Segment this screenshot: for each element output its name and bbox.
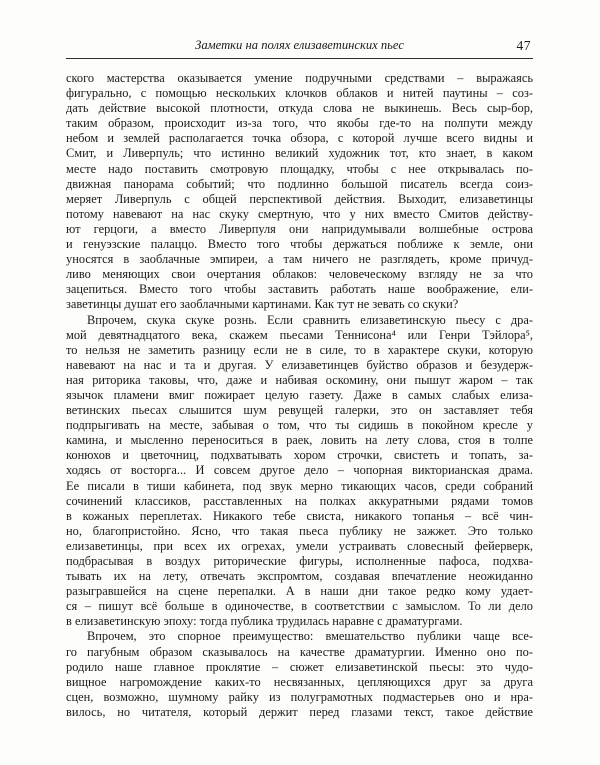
text-line: фигурально, с помощью нескольких клочков облаков и нитей паутины – соз- [66, 86, 533, 101]
text-line: дать действие высокой плотности, откуда слова не выкинешь. Весь сыр-бор, [66, 101, 533, 116]
page-number: 47 [516, 38, 531, 53]
text-line: подбрасывая в воздух риторические фигуры, исполненные пафоса, подхва- [66, 554, 533, 568]
text-line: разыгравшейся на сцене перепалки. А в наши дни такое редко кому удает- [66, 584, 533, 599]
page-content [66, 38, 533, 720]
paragraph [66, 629, 533, 720]
text-line: камина, и мысленно переноситься в раек, ловить на лету слова, стоя в толпе [66, 433, 533, 448]
running-header [66, 38, 533, 59]
text-line: в кожаных переплетах. Никакого тебе свиста, никакого топанья – всё чин- [66, 508, 533, 523]
text-line: сочинений классиков, расставленных на полках аккуратными рядами томов [66, 493, 533, 508]
paragraph [66, 313, 533, 630]
text-line: но, благопристойно. Ясно, что такая пьеса публику не зажжет. Это только [66, 523, 533, 538]
running-header-title: Заметки на полях елизаветинских пьес [195, 38, 404, 52]
paragraph [66, 71, 533, 313]
text-line: ся – пишут всё больше в одиночестве, в соответствии с замыслом. То ли дело [66, 599, 533, 614]
text-line: месте надо поставить смотровую площадку, чтобы с нее открывалась по- [66, 161, 533, 176]
text-line: в елизаветинскую эпоху: тогда публика трудилась наравне с драматургами. [66, 614, 463, 629]
text-line: елизаветинцы, при всех их огрехах, умели устраивать словесный фейерверк, [66, 538, 533, 553]
text-line: Ее писали в тиши кабинета, под звук мерно тикающих часов, среди собраний [66, 478, 533, 493]
text-line: таким образом, происходит из-за того, что якобы где-то на полпути между [66, 116, 533, 131]
text-line: небом и землей располагается точка обзора, с которой лучше всего видны и [66, 131, 533, 146]
text-line: и генуэзские палаццо. Вместо того чтобы держаться поближе к земле, они [66, 237, 533, 252]
text-line: зацепиться. Вместо того чтобы заставить работать наше воображение, ели- [66, 282, 533, 297]
text-line: потому навевают на нас скуку смертную, что у них вместо Смитов действу- [66, 206, 533, 221]
text-line: сцен, возможно, шумному райку из полуграмотных подмастерьев оно и нра- [66, 689, 533, 704]
text-line: Смит, и Ливерпуль; что истинно великий художник тот, кто знает, в каком [66, 146, 533, 161]
text-line: ского мастерства оказывается умение подручными средствами – выражаясь [66, 71, 533, 85]
text-line: ют герцоги, а вместо Ливерпуля они напридумывали волшебные острова [66, 221, 533, 236]
text-line: движная панорама событий; что подлинно большой писатель всегда соиз- [66, 176, 533, 191]
text-line: Впрочем, скука скуке рознь. Если сравнить елизаветинскую пьесу с дра- [87, 312, 533, 327]
text-line: меряет Ливерпуль с общей перспективой действия. Выходит, елизаветинцы [66, 191, 533, 206]
text-line: заветинцы душат его заоблачными картинами. Как тут не зевать со скуки? [66, 297, 459, 312]
body-text [66, 71, 533, 720]
text-line: конюхов и цветочниц, подхватывать хором строчки, свистеть и топать, за- [66, 448, 533, 463]
text-line: язычок пламени вмиг пожирает целую газету. Даже в самых слабых елиза- [66, 387, 533, 402]
text-line: мой девятнадцатого века, скажем пьесами Теннисона⁴ или Генри Тэйлора⁵, [66, 327, 533, 342]
text-line: ная риторика таковы, что, даже и набивая оскомину, они пышут жаром – так [66, 372, 533, 387]
text-line: родило наше главное проклятие – сюжет елизаветинской пьесы: это чудо- [66, 659, 533, 674]
text-line: то нельзя не заметить разницу если не в силе, то в характере скуки, которую [66, 342, 533, 357]
text-line: го пагубным образом сказывалось на качестве драматургии. Именно оно по- [66, 644, 533, 659]
text-line: навевают на нас и та и другая. У елизаветинцев буйство образов и безудерж- [66, 357, 533, 372]
text-line: вилось, но читателя, который держит перед глазами текст, такое действие [66, 704, 533, 719]
text-line: подпрыгивать на месте, забывая о том, что ты сидишь в покойном кресле у [66, 418, 533, 433]
text-line: вищное нагромождение каких-то несвязанных, цепляющихся друг за друга [66, 674, 533, 689]
text-line: Впрочем, это спорное преимущество: вмешательство публики чаще все- [87, 629, 533, 644]
text-line: ходясь от восторга... И совсем другое дело – чопорная викторианская драма. [66, 463, 533, 478]
text-line: тывать их на лету, отвечать экспромтом, создавая впечатление неожиданно [66, 569, 533, 584]
text-line: уносятся в заоблачные эмпиреи, а там ничего не разглядеть, кроме причуд- [66, 252, 533, 267]
text-line: ветинских пьесах слышится шум ревущей галерки, это он заставляет тебя [66, 403, 533, 418]
text-line: ливо меняющих свои очертания облаков: человеческому взгляду не за что [66, 267, 533, 282]
